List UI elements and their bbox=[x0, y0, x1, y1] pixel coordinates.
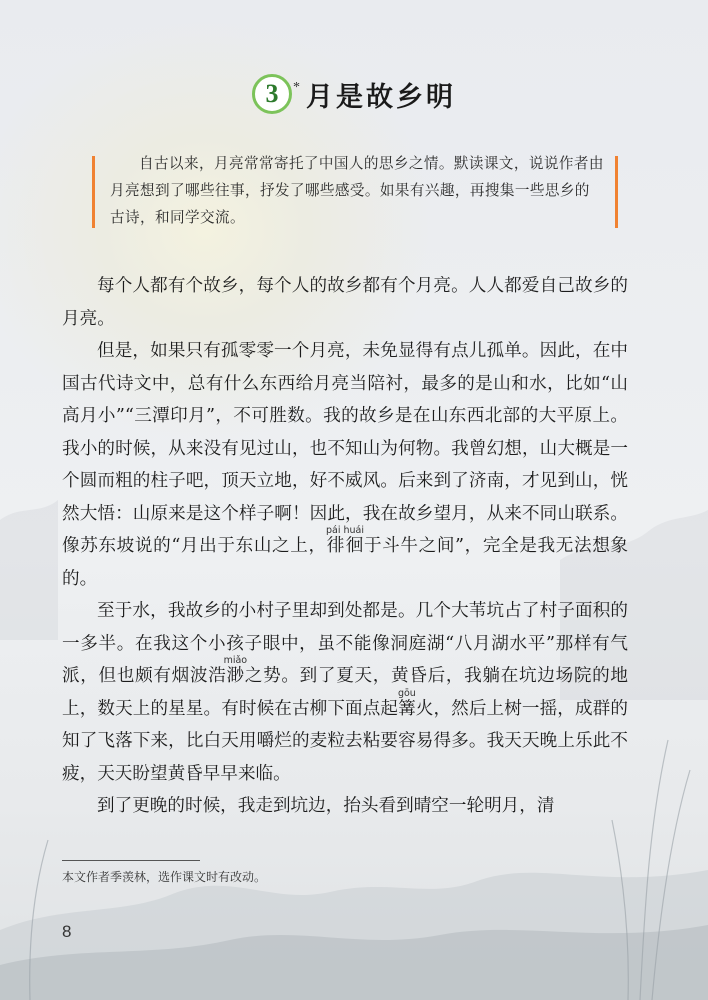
paragraph-4: 到了更晚的时候，我走到坑边，抬头看到晴空一轮明月，清 bbox=[97, 796, 555, 816]
paragraph-1: 每个人都有个故乡，每个人的故乡都有个月亮。人人都爱自己故乡的月亮。 bbox=[62, 276, 628, 329]
paragraph-3: 至于水，我故乡的小村子里却到处都是。几个大苇坑占了村子面积的一多半。在我这个小孩子眼中，虽不能像洞庭湖“八月湖水平”那样有气派，但也颇有烟波浩渺miǎo之势。到了夏天，黄昏后，我躺在坑边场院的地上，数天上的星星。有时候在古柳下面点起篝gōu火，然后上树一摇，成群的知了飞落下来，比白天用嚼烂的麦粒去粘要容易得多。我天天晚上乐此不疲，天天盼望黄昏早早来临。 bbox=[62, 601, 628, 784]
footnote-divider bbox=[62, 860, 200, 861]
pinyin-annotation: pái huái bbox=[326, 525, 365, 536]
article-body bbox=[62, 270, 628, 823]
pinyin-annotation: gōu bbox=[397, 687, 416, 699]
page-number: 8 bbox=[62, 922, 72, 941]
lesson-title: 月是故乡明 bbox=[306, 81, 456, 113]
lesson-number-badge: 3 * bbox=[252, 74, 292, 114]
footnote: 本文作者季羡林，选作课文时有改动。 bbox=[62, 870, 267, 884]
ruby-word: 渺miǎo bbox=[223, 655, 248, 686]
reading-prompt-box bbox=[92, 150, 618, 230]
ruby-word: 篝gōu bbox=[397, 687, 416, 719]
paragraph-2: 但是，如果只有孤零零一个月亮，未免显得有点儿孤单。因此，在中国古代诗文中，总有什么东西给月亮当陪衬，最多的是山和水，比如“山高月小”“三潭印月”，不可胜数。我的故乡是在山东西北部的大平原上。我小的时候，从来没有见过山，也不知山为何物。我曾幻想，山大概是一个圆而粗的柱子吧，顶天立地，好不威风。后来到了济南，才见到山，恍然大悟：山原来是这个样子啊！因此，我在故乡望月，从来不同山联系。像苏东坡说的“月出于东山之上，徘徊pái huái于斗牛之间”，完全是我无法想象的。 bbox=[62, 341, 629, 589]
pinyin-annotation: miǎo bbox=[223, 655, 248, 666]
reading-prompt-text: 自古以来，月亮常常寄托了中国人的思乡之情。默读课文，说说作者由月亮想到了哪些往事，抒发了哪些感受。如果有兴趣，再搜集一些思乡的古诗，和同学交流。 bbox=[110, 155, 604, 226]
self-study-star-icon: * bbox=[293, 80, 300, 95]
ruby-word: 徘徊pái huái bbox=[326, 525, 365, 556]
lesson-header bbox=[0, 74, 708, 114]
prompt-left-bar bbox=[92, 156, 95, 228]
prompt-right-bar bbox=[615, 156, 618, 228]
